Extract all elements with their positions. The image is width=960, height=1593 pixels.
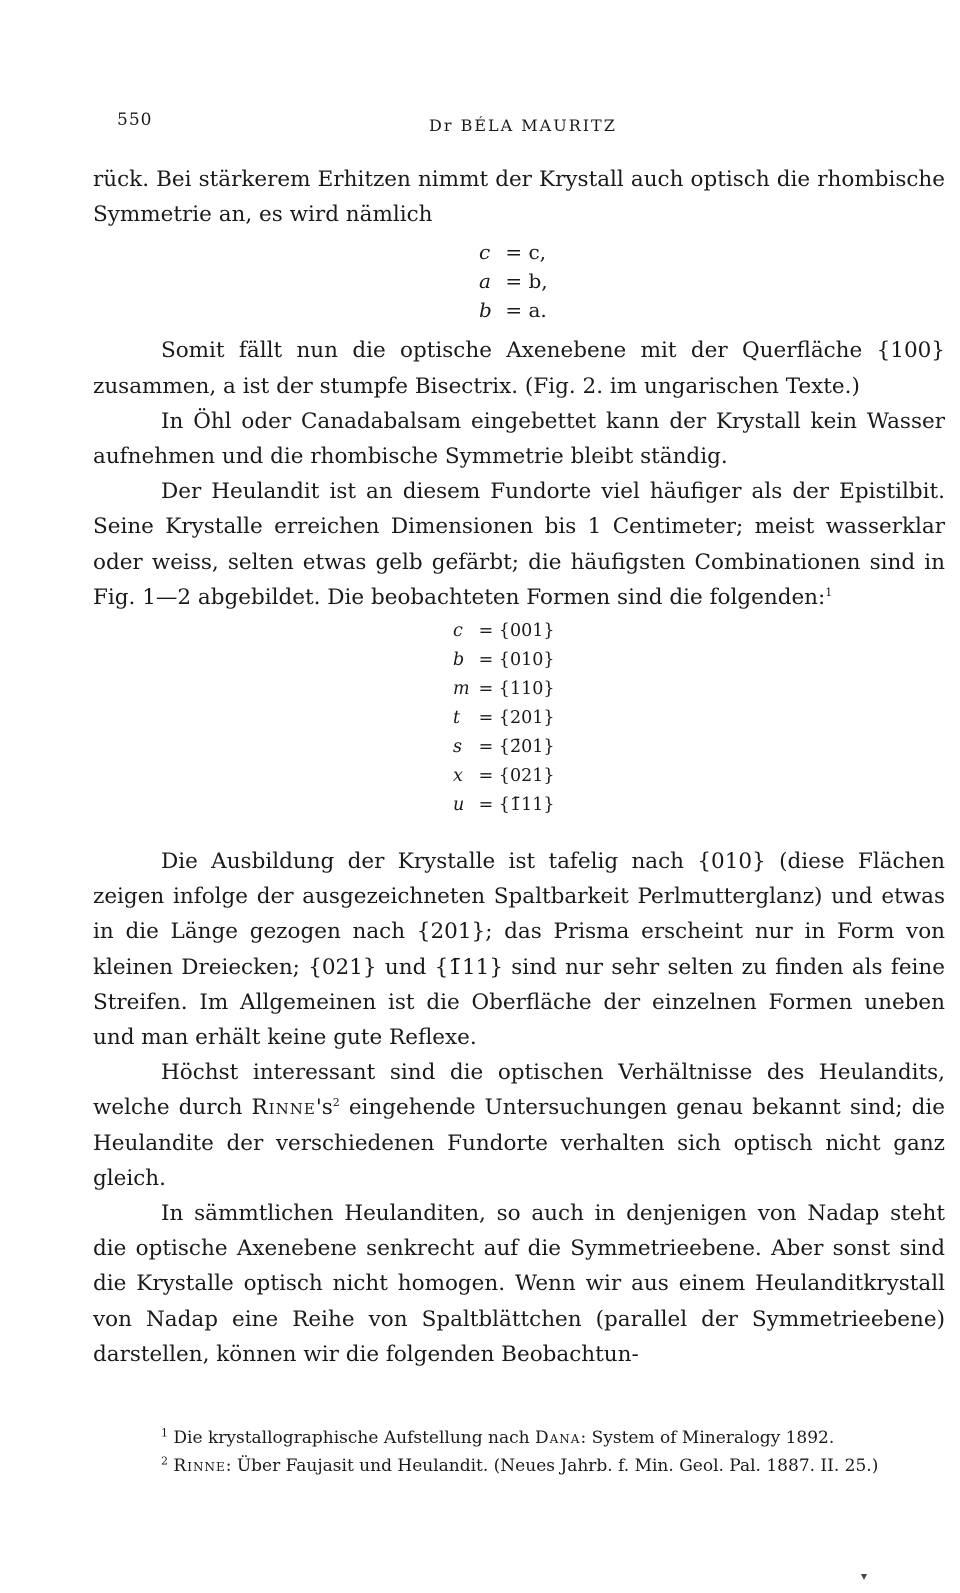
paragraph-6-text-a: Höchst interessant sind die optischen Verhältnisse des Heulandits, welche durch (93, 1060, 945, 1121)
footnote-1-text-a: Die krystallographische Aufstellung nach (173, 1428, 530, 1448)
paragraph-4 (93, 474, 945, 615)
form-symbol: u (453, 795, 465, 816)
form-row (453, 675, 945, 704)
footnote-ref-1: 1 (825, 585, 833, 599)
equation-rhs: = a. (505, 298, 547, 323)
form-symbol: b (453, 650, 465, 671)
form-symbol: t (453, 708, 461, 729)
paragraph-2: Somit fällt nun die optische Axenebene mit der Querfläche {100} zusammen, a ist der stumpfe Bisectrix. (Fig. 2. im ungarischen Texte.) (93, 338, 945, 399)
paragraph-5: Die Ausbildung der Krystalle ist tafelig nach {010} (diese Flächen zeigen infolge der ausgezeichneten Spaltbarkeit Perlmutterglanz) und etwas in die Länge gezogen nach {201}; das Prisma erscheint nur in Form von kleinen Dreiecken; {021} und {1̄11} sind nur sehr selten zu finden als feine Streifen. Im Allgemeinen ist die Oberfläche der einzelnen Formen uneben und man erhält keine gute Reflexe. (93, 849, 945, 1051)
form-index: = {021} (478, 766, 555, 787)
paragraph-6 (93, 1055, 945, 1196)
footnote-2 (93, 1452, 945, 1480)
footnote-2-text: : Über Faujasit und Heulandit. (Neues Jahrb. f. Min. Geol. Pal. 1887. II. 25.) (225, 1456, 879, 1476)
author-name-rinne-fn: Rinne (173, 1456, 226, 1476)
form-symbol: c (453, 621, 463, 642)
axis-equations (93, 238, 945, 325)
form-row (453, 617, 945, 646)
paragraph-6-text-b: eingehende Untersuchungen genau bekannt sind; die Heulandite der verschiedenen Fundorte verhalten sich optisch nicht ganz gleich. (93, 1095, 946, 1191)
print-mark (861, 1574, 867, 1580)
equation-row (479, 296, 945, 325)
form-index: = {2̄01} (478, 737, 555, 758)
paragraph-4-text: Der Heulandit ist an diesem Fundorte viel häufiger als der Epistilbit. Seine Krystalle erreichen Dimensionen bis 1 Centimeter; meist wasserklar oder weiss, selten etwas gelb gefärbt; die häufigsten Combinationen sind in Fig. 1—2 abgebildet. Die beobachteten Formen sind die folgenden: (93, 479, 945, 610)
equation-lhs: a (479, 269, 491, 294)
form-index: = {001} (478, 621, 555, 642)
author-name-rinne: Rinne (251, 1095, 316, 1121)
document-page (93, 0, 945, 1593)
paragraph-3: In Öhl oder Canadabalsam eingebettet kann der Krystall kein Wasser aufnehmen und die rhombische Symmetrie bleibt ständig. (93, 408, 945, 470)
form-symbol: x (453, 766, 463, 787)
form-row (453, 762, 945, 791)
equation-rhs: = c, (505, 240, 547, 265)
form-index: = {201} (478, 708, 555, 729)
form-symbol: s (453, 737, 462, 758)
form-row (453, 704, 945, 733)
footnotes (93, 1424, 945, 1480)
equation-lhs: b (479, 298, 492, 323)
crystal-forms-list (93, 617, 945, 820)
form-index: = {110} (478, 679, 555, 700)
form-row (453, 646, 945, 675)
form-row (453, 733, 945, 762)
equation-row (479, 267, 945, 296)
running-head: Dr BÉLA MAURITZ (429, 116, 617, 135)
footnote-mark-1: 1 (161, 1426, 168, 1440)
page-header (93, 110, 945, 140)
footnote-mark-2: 2 (161, 1454, 168, 1468)
footnote-1-text-b: : System of Mineralogy 1892. (580, 1428, 835, 1448)
form-symbol: m (453, 679, 470, 700)
footnote-ref-2: 2 (332, 1096, 340, 1110)
equation-lhs: c (479, 240, 491, 265)
paragraph-7: In sämmtlichen Heulanditen, so auch in denjenigen von Nadap steht die optische Axenebene senkrecht auf die Symmetrieebene. Aber sonst sind die Krystalle optisch nicht homogen. Wenn wir aus einem Heulanditkrystall von Nadap eine Reihe von Spaltblättchen (parallel der Symmetrieebene) darstellen, können wir die folgenden Beobachtun- (93, 1201, 945, 1367)
possessive-suffix: 's (315, 1095, 333, 1121)
author-name-dana: Dana (535, 1428, 581, 1448)
page-number: 550 (117, 110, 153, 130)
equation-rhs: = b, (505, 269, 548, 294)
form-index: = {010} (478, 650, 555, 671)
body-text (93, 162, 945, 1372)
paragraph-1: rück. Bei stärkerem Erhitzen nimmt der Krystall auch optisch die rhombische Symmetrie an, es wird nämlich (93, 167, 945, 228)
form-row (453, 791, 945, 820)
equation-row (479, 238, 945, 267)
footnote-1 (93, 1424, 945, 1452)
form-index: = {1̄11} (478, 795, 555, 816)
